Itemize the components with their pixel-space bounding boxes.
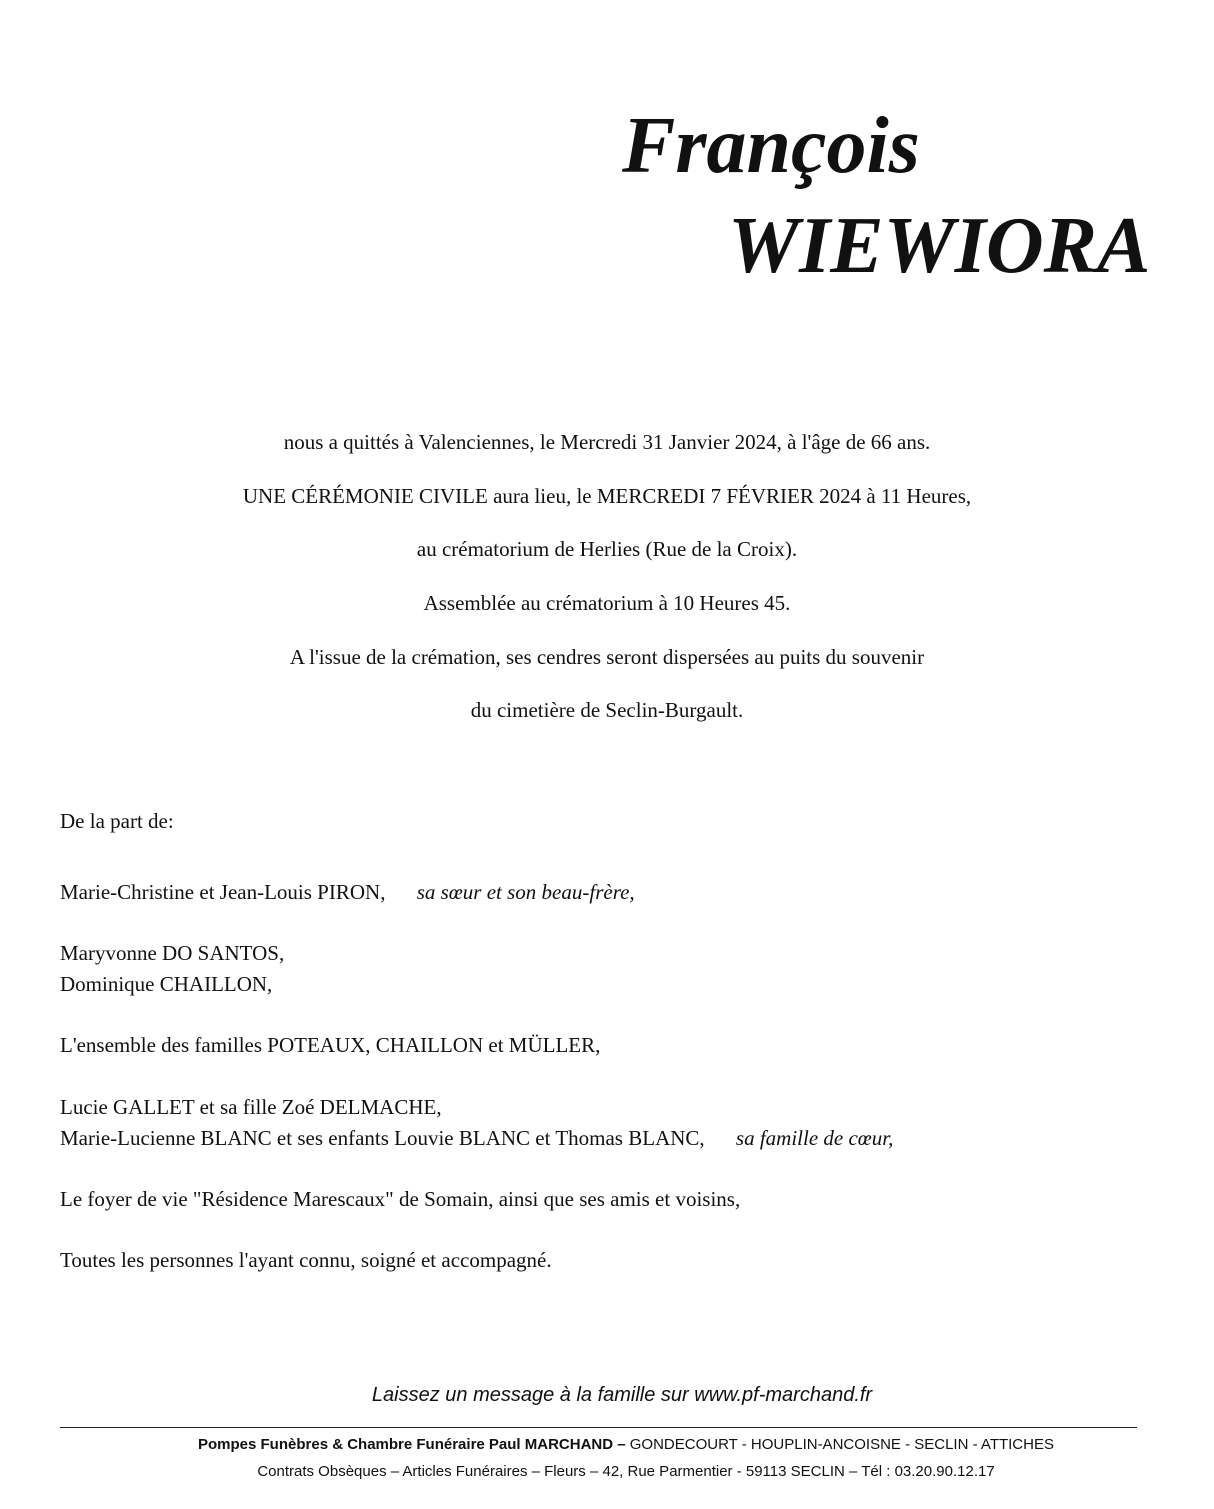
company-name: Pompes Funèbres & Chambre Funéraire Paul MARCHAND – (198, 1436, 626, 1453)
footer-message: Laissez un message à la famille sur www.pf-marchand.fr (371, 1384, 873, 1406)
announcement-line: du cimetière de Seclin-Burgault. (470, 698, 744, 722)
family-intro: De la part de: (60, 809, 174, 833)
family-entry-piron (60, 880, 635, 905)
family-entry-blanc (60, 1126, 893, 1151)
family-entry: Le foyer de vie "Résidence Marescaux" de Somain, ainsi que ses amis et voisins, (60, 1187, 741, 1211)
announcement-line: nous a quittés à Valenciennes, le Mercredi 31 Janvier 2024, à l'âge de 66 ans. (283, 430, 931, 454)
family-name: Marie-Lucienne BLANC et ses enfants Louvie BLANC et Thomas BLANC, (60, 1126, 705, 1150)
family-entry: Dominique CHAILLON, (60, 972, 273, 996)
deceased-first-name: François (622, 102, 920, 190)
deceased-last-name: WIEWIORA (728, 202, 1151, 290)
announcement-line: A l'issue de la crémation, ses cendres seront dispersées au puits du souvenir (289, 645, 925, 669)
family-entry: Lucie GALLET et sa fille Zoé DELMACHE, (60, 1095, 442, 1119)
family-relation-note: sa sœur et son beau-frère, (416, 880, 635, 904)
footer-services-line: Contrats Obsèques – Articles Funéraires – Fleurs – 42, Rue Parmentier - 59113 SECLIN – Tél : 03.20.90.12.17 (257, 1463, 995, 1480)
announcement-line: UNE CÉRÉMONIE CIVILE aura lieu, le MERCREDI 7 FÉVRIER 2024 à 11 Heures, (242, 484, 972, 508)
family-entry: Maryvonne DO SANTOS, (60, 941, 285, 965)
family-entry: L'ensemble des familles POTEAUX, CHAILLON et MÜLLER, (60, 1033, 601, 1057)
announcement-line: au crématorium de Herlies (Rue de la Croix). (416, 537, 798, 561)
company-locations: GONDECOURT - HOUPLIN-ANCOISNE - SECLIN - ATTICHES (629, 1436, 1054, 1453)
footer-divider (60, 1427, 1137, 1428)
announcement-line: Assemblée au crématorium à 10 Heures 45. (423, 591, 791, 615)
family-relation-note: sa famille de cœur, (735, 1126, 894, 1150)
family-entry: Toutes les personnes l'ayant connu, soigné et accompagné. (60, 1248, 552, 1272)
footer-company-line (0, 1436, 1214, 1453)
family-name: Marie-Christine et Jean-Louis PIRON, (60, 880, 386, 904)
